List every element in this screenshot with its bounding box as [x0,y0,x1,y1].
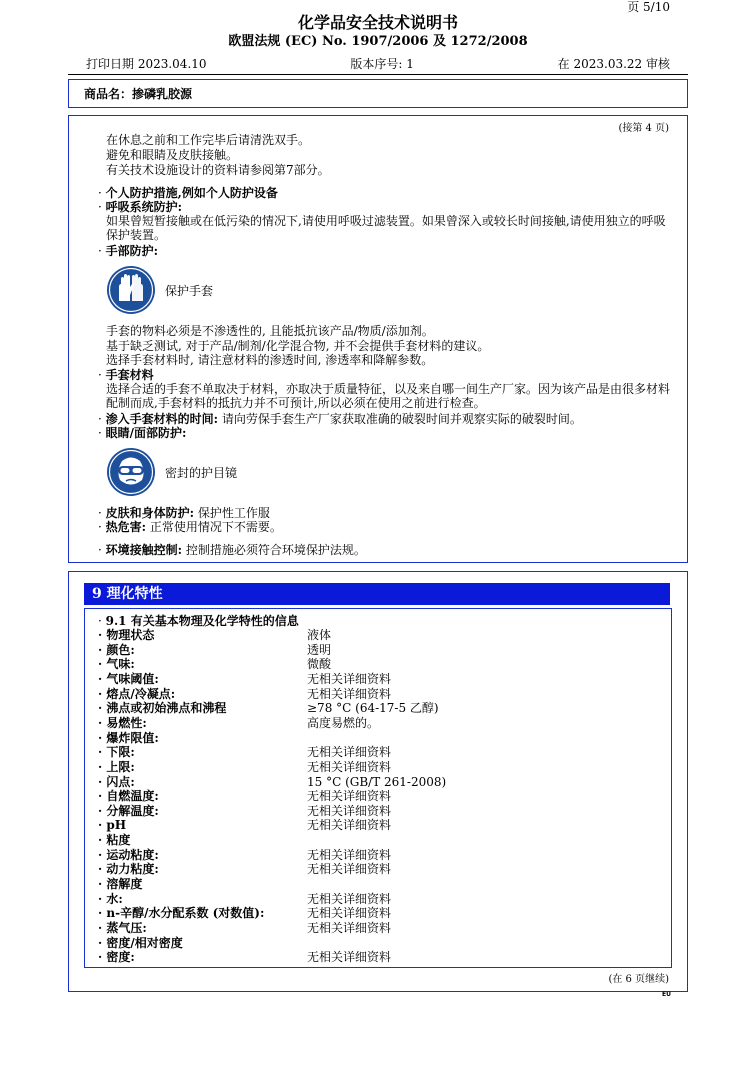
property-label: · 上限: [98,760,135,774]
eye-heading: · 眼睛/面部防护: [98,426,187,440]
product-name-line [84,87,192,101]
property-label: · 蒸气压: [98,921,147,935]
property-label: · 粘度 [98,833,131,847]
property-value: 无相关详细资料 [307,672,392,686]
property-label: · 熔点/冷凝点: [98,687,176,701]
property-label: · 易燃性: [98,716,147,730]
thermal-hazard-line: · 热危害: 正常使用情况下不需要。 [98,520,282,534]
property-value: 无相关详细资料 [307,818,392,832]
property-value: 液体 [307,628,332,642]
hygiene-line: 有关技术设施设计的资料请参阅第7部分。 [106,163,330,177]
gloves-icon [106,265,156,318]
property-label: · 运动粘度: [98,848,159,862]
document-title: 化学品安全技术说明书 [297,13,458,32]
penetration-line: · 渗入手套材料的时间: 请向劳保手套生产厂家获取准确的破裂时间并观察实际的破裂时间。 [98,412,582,426]
property-label: · 水: [98,892,123,906]
environmental-control-line: · 环境接触控制: 控制措施必须符合环境保护法规。 [98,543,366,557]
property-label: · 气味阈值: [98,672,159,686]
version-number: 版本序号: 1 [350,57,414,71]
property-label: · 沸点或初始沸点和沸程 [98,701,227,715]
property-value: 无相关详细资料 [307,687,392,701]
property-label: · 闪点: [98,775,135,789]
property-value: 无相关详细资料 [307,950,392,964]
property-value: 无相关详细资料 [307,862,392,876]
property-label: · 自燃温度: [98,789,159,803]
header-divider [68,74,688,75]
property-value: 高度易燃的。 [307,716,380,730]
property-value: 透明 [307,643,332,657]
eu-mark: EU [662,991,671,998]
section-9-heading: 9 理化特性 [84,583,670,605]
property-value: 无相关详细资料 [307,892,392,906]
glove-material-heading: · 手套材料 [98,368,154,382]
page-number: 页 5/10 [627,0,670,14]
property-label: · 下限: [98,745,135,759]
property-label: · n-辛醇/水分配系数 (对数值): [98,906,265,920]
hand-heading: · 手部防护: [98,244,159,258]
regulation-subtitle: 欧盟法规 (EC) No. 1907/2006 及 1272/2008 [228,34,528,49]
product-label: 商品名： [84,87,133,101]
property-label: · 颜色: [98,643,135,657]
property-value: 无相关详细资料 [307,745,392,759]
property-label: · pH [98,818,127,832]
property-label: · 气味: [98,657,135,671]
hygiene-line: 在休息之前和工作完毕后请清洗双手。 [106,133,311,147]
property-label: · 动力粘度: [98,862,159,876]
respiratory-text: 如果曾短暂接触或在低污染的情况下,请使用呼吸过滤装置。如果曾深入或较长时间接触,请使用独立的呼吸保护装置。 [106,214,666,242]
property-label: · 分解温度: [98,804,159,818]
property-label: · 密度/相对密度 [98,936,183,950]
property-value: 无相关详细资料 [307,804,392,818]
ppe-heading: · 个人防护措施,例如个人防护设备 [98,186,278,200]
property-label: · 爆炸限值: [98,731,159,745]
print-date: 打印日期 2023.04.10 [86,57,207,71]
property-value: ≥78 °C (64-17-5 乙醇) [307,701,439,715]
gloves-icon-label: 保护手套 [165,284,214,298]
header-meta-row [86,57,670,71]
continued-from-note: (接第 4 页) [618,123,669,134]
continued-on-note: (在 6 页继续) [608,974,669,985]
property-value: 无相关详细资料 [307,789,392,803]
property-label: · 溶解度 [98,877,143,891]
property-value: 15 °C (GB/T 261-2008) [307,775,447,789]
product-name: 掺磷乳胶源 [132,87,193,101]
property-label: · 密度: [98,950,135,964]
hand-line: 基于缺乏测试, 对于产品/制剂/化学混合物, 并不会提供手套材料的建议。 [106,339,490,353]
property-value: 无相关详细资料 [307,848,392,862]
hand-line: 选择手套材料时, 请注意材料的渗透时间, 渗透率和降解参数。 [106,353,434,367]
property-value: 无相关详细资料 [307,760,392,774]
respiratory-heading: · 呼吸系统防护: [98,200,183,214]
hand-line: 手套的物料必须是不渗透性的, 且能抵抗该产品/物质/添加剂。 [106,324,434,338]
property-label: · 物理状态 [98,628,155,642]
review-date: 在 2023.03.22 审核 [557,57,670,71]
hygiene-line: 避免和眼睛及皮肤接触。 [106,148,239,162]
property-value: 微酸 [307,657,332,671]
property-value: 无相关详细资料 [307,906,392,920]
property-value: 无相关详细资料 [307,921,392,935]
section-9-subheading: · 9.1 有关基本物理及化学特性的信息 [98,614,299,628]
goggles-icon [106,447,156,500]
glove-material-text: 选择合适的手套不单取决于材料，亦取决于质量特征，以及来自哪一间生产厂家。因为该产品是由很多材料配制而成,手套材料的抵抗力并不可预计,所以必须在使用之前进行检查。 [106,382,671,410]
skin-protection-line: · 皮肤和身体防护: 保护性工作服 [98,506,270,520]
goggles-icon-label: 密封的护目镜 [165,466,238,480]
